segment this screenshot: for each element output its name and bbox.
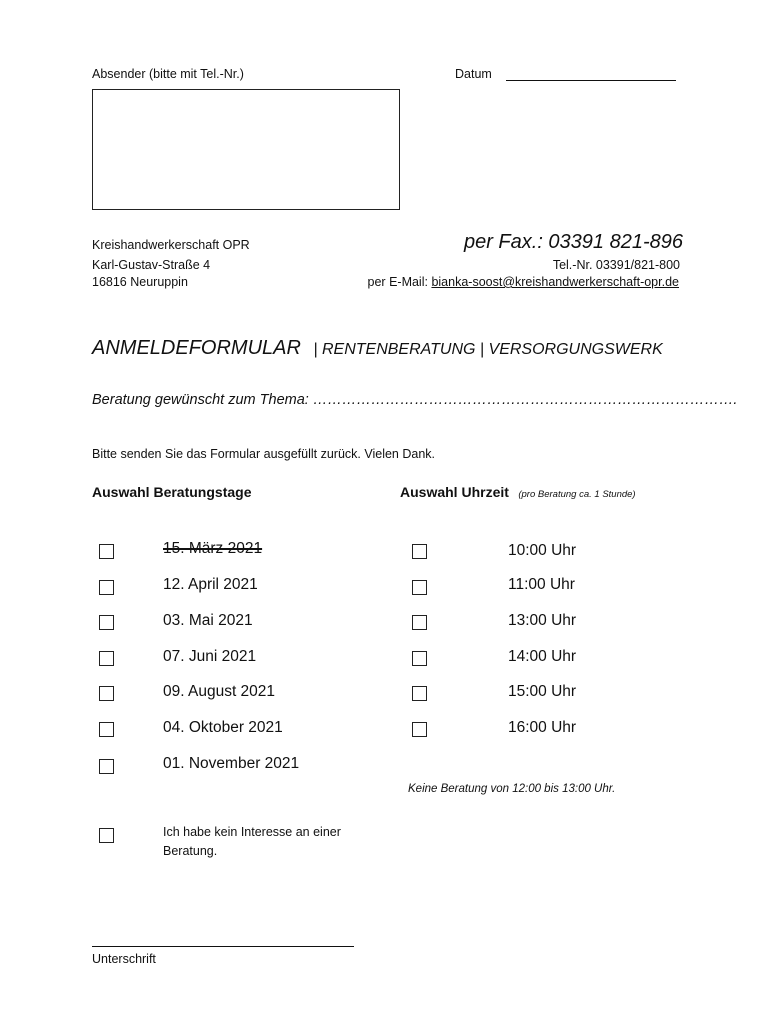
time-option-4: 14:00 Uhr [508, 648, 577, 665]
day-option-2: 12. April 2021 [163, 576, 258, 593]
form-subtitle: | RENTENBERATUNG | VERSORGUNGSWERK [313, 341, 663, 358]
times-heading: Auswahl Uhrzeit [400, 484, 509, 500]
no-interest-line-1: Ich habe kein Interesse an einer [163, 825, 341, 839]
day-checkbox-5[interactable] [99, 686, 114, 701]
times-note: (pro Beratung ca. 1 Stunde) [518, 489, 636, 500]
form-title-row [92, 337, 663, 360]
tel-number: Tel.-Nr. 03391/821-800 [552, 258, 680, 272]
time-option-1: 10:00 Uhr [508, 542, 577, 559]
day-option-7: 01. November 2021 [163, 755, 300, 772]
days-heading: Auswahl Beratungstage [92, 484, 252, 500]
email-prefix: per E-Mail: [367, 275, 428, 289]
sender-box[interactable] [92, 89, 400, 210]
time-option-2: 11:00 Uhr [508, 576, 575, 593]
time-checkbox-2[interactable] [412, 580, 427, 595]
day-checkbox-7[interactable] [99, 759, 114, 774]
day-option-1: 15. März 2021 [163, 540, 263, 557]
no-interest-checkbox[interactable] [99, 828, 114, 843]
date-label: Datum [455, 67, 492, 81]
day-option-5: 09. August 2021 [163, 683, 276, 700]
day-checkbox-2[interactable] [99, 580, 114, 595]
day-checkbox-1[interactable] [99, 544, 114, 559]
time-option-6: 16:00 Uhr [508, 719, 577, 736]
instruction-text: Bitte senden Sie das Formular ausgefüllt zurück. Vielen Dank. [92, 447, 436, 461]
time-checkbox-4[interactable] [412, 651, 427, 666]
form-title: ANMELDEFORMULAR [92, 337, 301, 359]
address-line-3: 16816 Neuruppin [92, 275, 188, 289]
time-checkbox-6[interactable] [412, 722, 427, 737]
day-option-4: 07. Juni 2021 [163, 648, 257, 665]
day-checkbox-4[interactable] [99, 651, 114, 666]
time-checkbox-3[interactable] [412, 615, 427, 630]
email-link[interactable]: bianka-soost@kreishandwerkerschaft-opr.de [431, 275, 679, 289]
times-heading-row [400, 484, 636, 502]
signature-label: Unterschrift [92, 952, 156, 966]
signature-field[interactable] [92, 930, 354, 947]
lunch-note: Keine Beratung von 12:00 bis 13:00 Uhr. [408, 783, 616, 795]
day-option-6: 04. Oktober 2021 [163, 719, 283, 736]
fax-number: per Fax.: 03391 821-896 [463, 231, 683, 253]
time-checkbox-5[interactable] [412, 686, 427, 701]
date-field[interactable] [506, 66, 676, 81]
no-interest-line-2: Beratung. [163, 844, 218, 858]
email-line [368, 275, 679, 289]
day-option-3: 03. Mai 2021 [163, 612, 253, 629]
address-line-2: Karl-Gustav-Straße 4 [92, 258, 211, 272]
time-option-3: 13:00 Uhr [508, 612, 577, 629]
topic-field[interactable]: Beratung gewünscht zum Thema: ……………………………………………………………………………. [92, 392, 738, 408]
time-option-5: 15:00 Uhr [508, 683, 577, 700]
day-checkbox-6[interactable] [99, 722, 114, 737]
address-line-1: Kreishandwerkerschaft OPR [92, 238, 250, 252]
time-checkbox-1[interactable] [412, 544, 427, 559]
sender-label: Absender (bitte mit Tel.-Nr.) [92, 67, 244, 81]
day-checkbox-3[interactable] [99, 615, 114, 630]
